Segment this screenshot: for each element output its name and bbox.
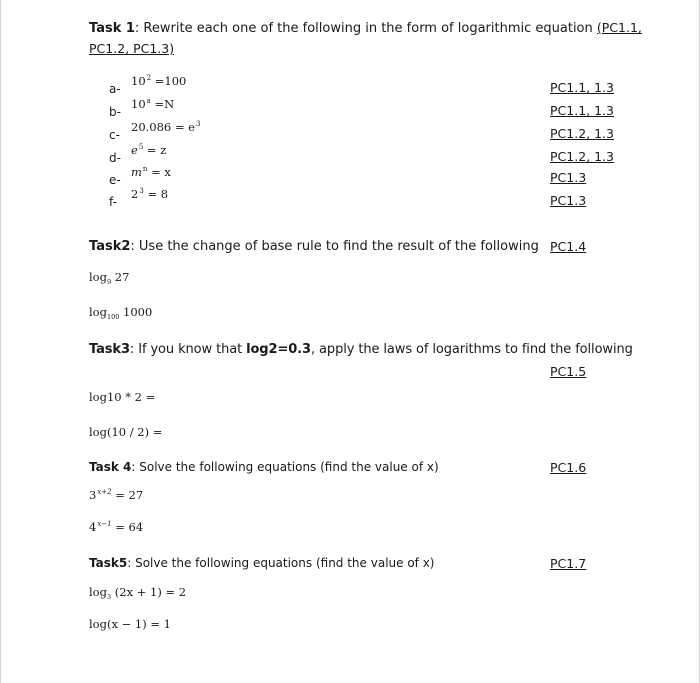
task4-label: Task 4 [89, 460, 132, 474]
task1-item-ref: PC1.1, 1.3 [550, 103, 614, 118]
task1-item-letter: a- [109, 82, 121, 96]
task1-item-equation: $e^5 = z$ [131, 143, 167, 157]
task2-equation-2: $\log_{100} 1000$ [89, 305, 153, 321]
task1-item-letter: d- [109, 151, 121, 165]
task2-equation-1: $\log_9 27$ [89, 270, 130, 286]
task1-heading [89, 20, 642, 36]
task3-heading: Task3: If you know that log2=0.3, apply the laws of logarithms to find the following [89, 342, 633, 357]
task3-label: Task3 [89, 342, 130, 357]
task4-equation-1: $3^{x+2} = 27$ [89, 488, 144, 502]
task1-item-equation: $20.086 = e^3$ [131, 120, 201, 134]
task3-equation-2: log(10 / 2) = [89, 425, 163, 439]
task1-item-equation: $10^a =N$ [131, 97, 175, 111]
task1-item-ref: PC1.2, 1.3 [550, 126, 614, 141]
task1-item-ref: PC1.3 [550, 193, 587, 208]
task1-ref-a: (PC1.1, [596, 20, 642, 35]
task1-item-ref: PC1.1, 1.3 [550, 80, 614, 95]
task3-given: log2=0.3 [246, 342, 311, 357]
task1-item-equation: $2^3 = 8$ [131, 187, 169, 201]
task1-item-letter: f- [109, 195, 117, 209]
task1-label: Task 1 [89, 21, 135, 36]
task2-text: : Use the change of base rule to find the result of the following [130, 239, 539, 254]
task1-item-ref: PC1.2, 1.3 [550, 149, 614, 164]
task5-equation-1: $\log_3 (2x + 1) = 2$ [89, 585, 187, 601]
task5-label: Task5 [89, 556, 128, 570]
task1-item-ref: PC1.3 [550, 170, 587, 185]
task4-ref: PC1.6 [550, 460, 587, 475]
task2-ref: PC1.4 [550, 239, 587, 254]
task1-item-letter: b- [109, 105, 121, 119]
task2-heading [89, 239, 539, 254]
task1-item-letter: c- [109, 128, 120, 142]
task1-ref-b: PC1.2, PC1.3) [89, 41, 175, 56]
task4-equation-2: $4^{x-1} = 64$ [89, 520, 144, 534]
task1-item-equation: $m^n = x$ [131, 165, 171, 179]
task4-heading: Task 4: Solve the following equations (find the value of x) [89, 460, 439, 474]
task3-ref: PC1.5 [550, 364, 587, 379]
task5-heading: Task5: Solve the following equations (find the value of x) [89, 556, 435, 570]
task5-equation-2: log(x − 1) = 1 [89, 617, 171, 631]
task2-label: Task2 [89, 239, 131, 254]
task1-text: : Rewrite each one of the following in the form of logarithmic equation [134, 21, 597, 36]
task3-equation-1: log10 * 2 = [89, 390, 156, 404]
task5-ref: PC1.7 [550, 556, 587, 571]
task1-item-equation: $10^2 =100$ [131, 74, 187, 88]
task1-item-letter: e- [109, 173, 121, 187]
